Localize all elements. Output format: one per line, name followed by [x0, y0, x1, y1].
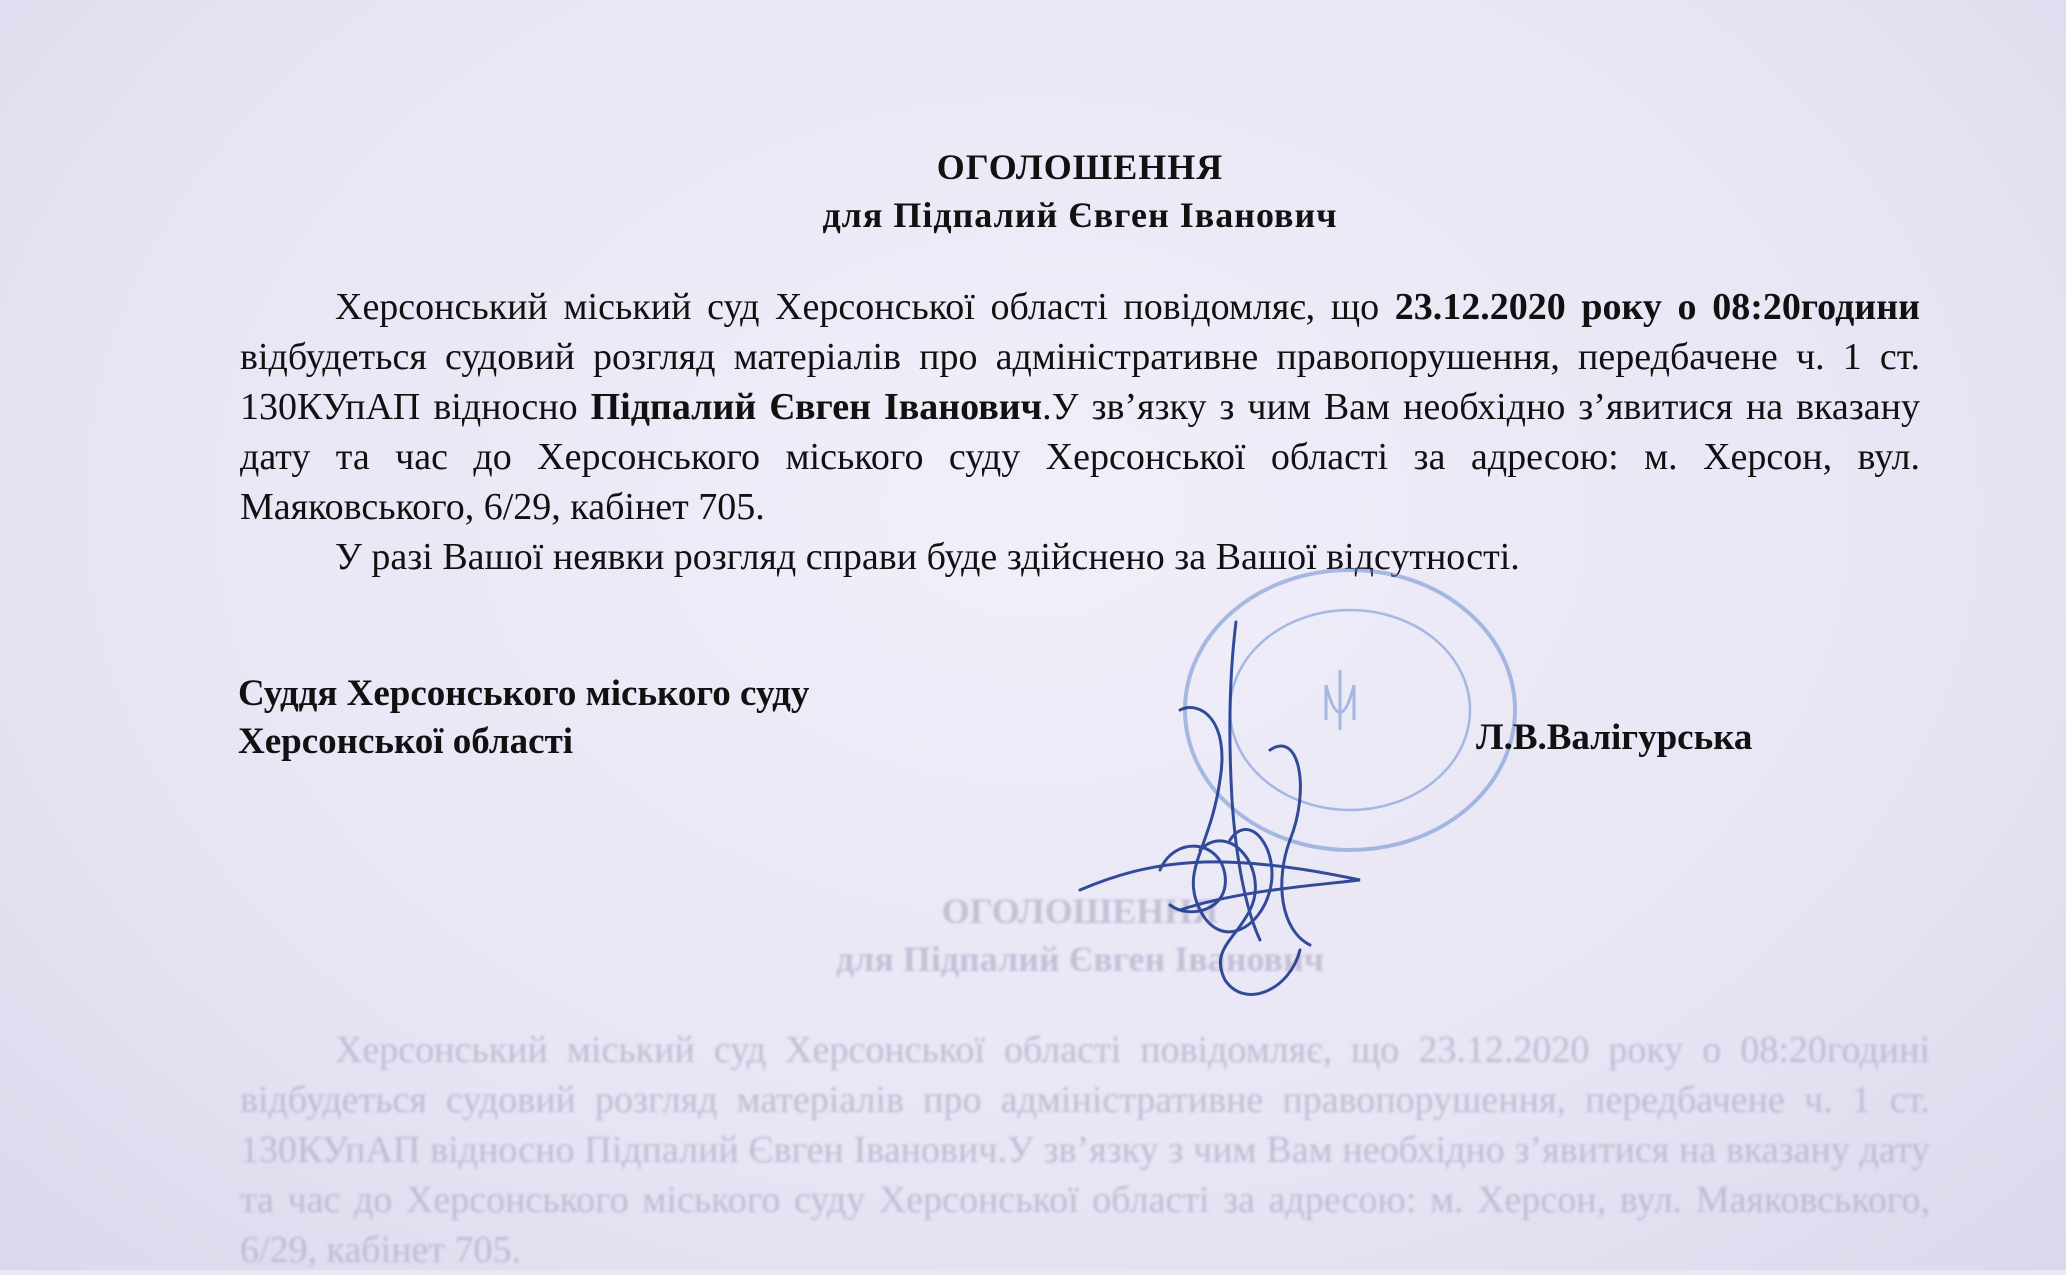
judge-name: Л.В.Валігурська [1476, 717, 1753, 758]
position-line-2: Херсонської області [238, 721, 574, 762]
position-line-1: Суддя Херсонського міського суду [238, 673, 810, 714]
bleed-through-text [240, 1025, 1930, 1275]
para1-text-3: .У зв’язку з чим Вам необхідно з’явитися на вказану дату та час до Херсонського міського суду Херсонської області за адресою: м. Херсон, вул. Маяковського, 6/29, кабінет 705. [240, 386, 1921, 528]
hearing-date-time: 23.12.2020 року о 08:20години [1394, 286, 1920, 328]
bleed-through-title: ОГОЛОШЕННЯ [941, 891, 1219, 931]
notice-subtitle: для Підпалий Євген Іванович [822, 195, 1338, 235]
bleed-through-subtitle: для Підпалий Євген Іванович [835, 939, 1325, 979]
notice-paragraph-2: У разі Вашої неявки розгляд справи буде здійснено за Вашої відсутності. [335, 536, 1520, 578]
para1-text-2: відбудеться судовий розгляд матеріалів про адміністративне правопорушення, передбачене ч. 1 ст. 130КУпАП відносно [240, 336, 1920, 428]
notice-paragraph-1 [240, 282, 1920, 532]
para1-text-1: Херсонський міський суд Херсонської області повідомляє, що [335, 286, 1395, 328]
handwritten-signature [1060, 610, 1390, 1030]
signatory-position [238, 670, 809, 766]
notice-title: ОГОЛОШЕННЯ [936, 147, 1224, 187]
bleed-through-paragraph: Херсонський міський суд Херсонської області повідомляє, що 23.12.2020 року о 08:20годині відбудеться судовий розгляд матеріалів про адміністративне правопорушення, передбачене ч. 1 ст. 130КУпАП відносно Підпалий Євген Іванович.У зв’язку з чим Вам необхідно з’явитися на вказану дату та час до Херсонського міського суду Херсонської області за адресою: м. Херсон, вул. Маяковського, 6/29, кабінет 705. [240, 1029, 1930, 1271]
defendant-name: Підпалий Євген Іванович [590, 386, 1043, 428]
notice-body [240, 282, 1920, 582]
